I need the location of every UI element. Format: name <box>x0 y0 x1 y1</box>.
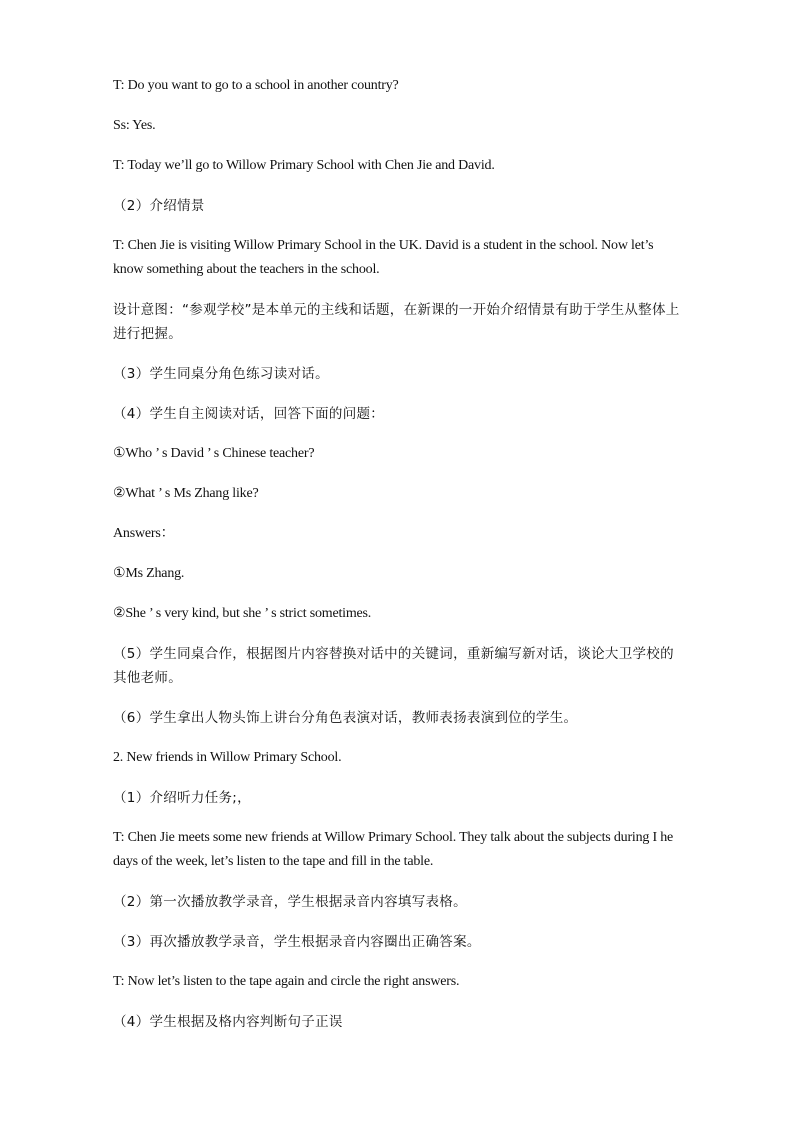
paragraph-step-6: （6）学生拿出人物头饰上讲台分角色表演对话，教师表扬表演到位的学生。 <box>113 710 578 726</box>
paragraph-answer-1: ①Ms Zhang. <box>113 566 185 581</box>
paragraph-answer-2: ②She ’ s very kind, but she ’ s strict sometimes. <box>113 606 372 621</box>
paragraph-teacher-scene: T: Chen Jie is visiting Willow Primary School in the UK. David is a student in the school. Now let’s know something about the teachers in the school. <box>113 238 654 277</box>
paragraph-step-5: （5）学生同桌合作，根据图片内容替换对话中的关键词，重新编写新对话，谈论大卫学校的其他老师。 <box>113 646 674 686</box>
paragraph-section-2-heading: 2. New friends in Willow Primary School. <box>113 750 342 765</box>
paragraph-teacher-circle: T: Now let’s listen to the tape again and circle the right answers. <box>113 974 460 989</box>
paragraph-step-3: （3）学生同桌分角色练习读对话。 <box>113 366 329 382</box>
paragraph-teacher-listening: T: Chen Jie meets some new friends at Willow Primary School. They talk about the subjects during I he days of the week, let’s listen to the tape and fill in the table. <box>113 830 674 869</box>
document-body <box>113 74 681 1050</box>
paragraph-question-1: ①Who ’ s David ’ s Chinese teacher? <box>113 446 315 461</box>
paragraph-listening-step-3: （3）再次播放教学录音，学生根据录音内容圈出正确答案。 <box>113 934 481 950</box>
paragraph-step-4: （4）学生自主阅读对话，回答下面的问题： <box>113 406 385 422</box>
paragraph-students-answer: Ss: Yes. <box>113 118 156 133</box>
paragraph-listening-step-2: （2）第一次播放教学录音，学生根据录音内容填写表格。 <box>113 894 467 910</box>
paragraph-teacher-intro: T: Today we’ll go to Willow Primary School with Chen Jie and David. <box>113 158 495 173</box>
paragraph-answers-label: Answers： <box>113 526 175 541</box>
paragraph-listening-step-4: （4）学生根据及格内容判断句子正误 <box>113 1014 343 1030</box>
paragraph-design-intent: 设计意图：“参观学校”是本单元的主线和话题，在新课的一开始介绍情景有助于学生从整体上进行把握。 <box>113 302 680 342</box>
paragraph-teacher-question: T: Do you want to go to a school in another country? <box>113 78 399 93</box>
paragraph-step-2-heading: （2）介绍情景 <box>113 198 205 214</box>
paragraph-question-2: ②What ’ s Ms Zhang like? <box>113 486 259 501</box>
paragraph-listening-step-1: （1）介绍听力任务;， <box>113 790 251 806</box>
